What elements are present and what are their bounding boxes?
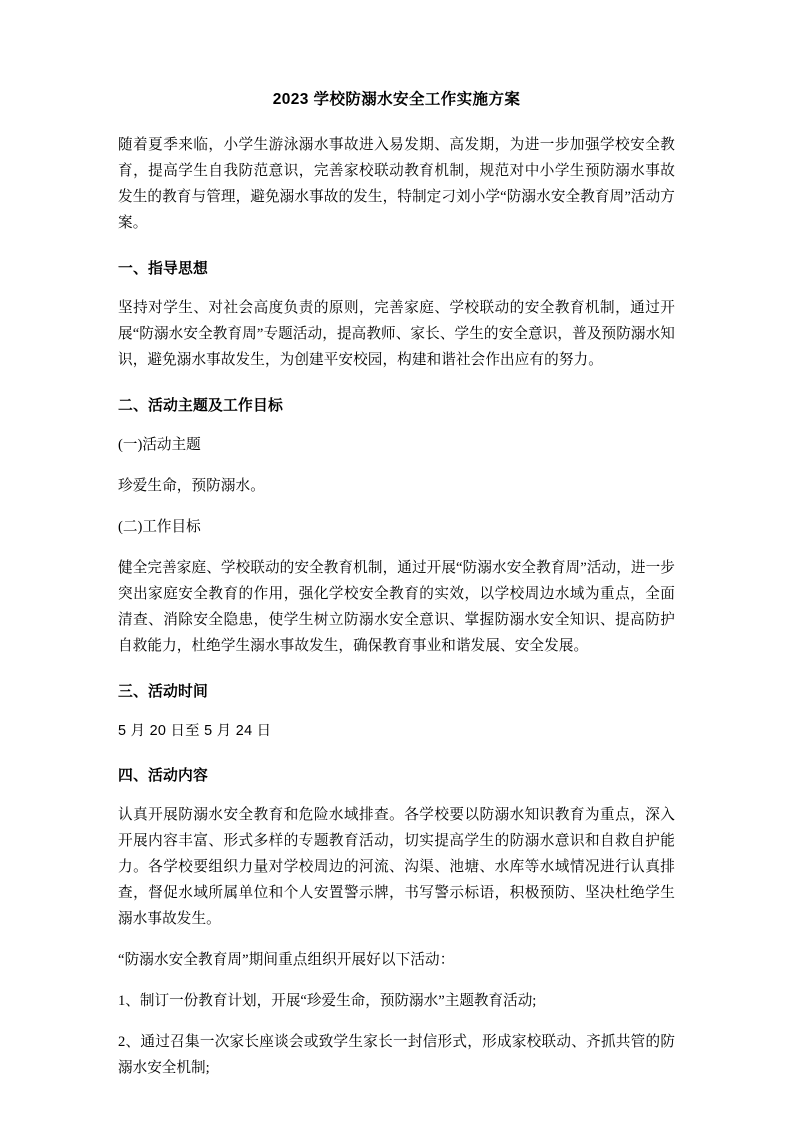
section-heading-activity-time: 三、活动时间 xyxy=(118,684,208,701)
subsection-label-goals: (二)工作目标 xyxy=(118,519,201,536)
page-title: 2023 学校防溺水安全工作实施方案 xyxy=(272,91,521,108)
intro-paragraph: 随着夏季来临，小学生游泳溺水事故进入易发期、高发期，为进一步加强学校安全教育，提高学生自我防范意识，完善家校联动教育机制，规范对中小学生预防溺水事故发生的教育与管理，避免溺水事故的发生，特制定刁刘小学“防溺水安全教育周”活动方案。 xyxy=(118,137,675,232)
subsection-body-goals: 健全完善家庭、学校联动的安全教育机制，通过开展“防溺水安全教育周”活动，进一步突出家庭安全教育的作用，强化学校安全教育的实效，以学校周边水域为重点，全面清查、消除安全隐患，使学生树立防溺水安全意识、掌握防溺水安全知识、提高防护自救能力，杜绝学生溺水事故发生，确保教育事业和谐发展、安全发展。 xyxy=(118,560,675,655)
subsection-label-theme: (一)活动主题 xyxy=(118,437,201,454)
activity-date-range: 5 月 20 日至 5 月 24 日 xyxy=(118,723,272,740)
section-heading-guiding-thought: 一、指导思想 xyxy=(118,261,208,278)
section-body-activity-content: 认真开展防溺水安全教育和危险水域排查。各学校要以防溺水知识教育为重点，深入开展内容丰富、形式多样的专题教育活动，切实提高学生的防溺水意识和自救自护能力。各学校要组织力量对学校周边的河流、沟渠、池塘、水库等水域情况进行认真排查，督促水域所属单位和个人安置警示牌，书写警示标语，积极预防、坚决杜绝学生溺水事故发生。 xyxy=(118,806,675,927)
section-heading-activity-content: 四、活动内容 xyxy=(118,767,208,784)
list-item: 1、制订一份教育计划，开展“珍爱生命，预防溺水”主题教育活动; xyxy=(118,992,537,1009)
subsection-body-theme: 珍爱生命，预防溺水。 xyxy=(118,478,265,495)
section-body-guiding-thought: 坚持对学生、对社会高度负责的原则，完善家庭、学校联动的安全教育机制，通过开展“防溺水安全教育周”专题活动，提高教师、家长、学生的安全意识，普及预防溺水知识，避免溺水事故发生，为创建平安校园，构建和谐社会作出应有的努力。 xyxy=(118,300,675,369)
section-heading-theme-goals: 二、活动主题及工作目标 xyxy=(118,398,283,415)
list-item: 2、通过召集一次家长座谈会或致学生家长一封信形式，形成家校联动、齐抓共管的防溺水安全机制; xyxy=(118,1033,675,1076)
activity-list-lead: “防溺水安全教育周”期间重点组织开展好以下活动： xyxy=(118,951,455,968)
